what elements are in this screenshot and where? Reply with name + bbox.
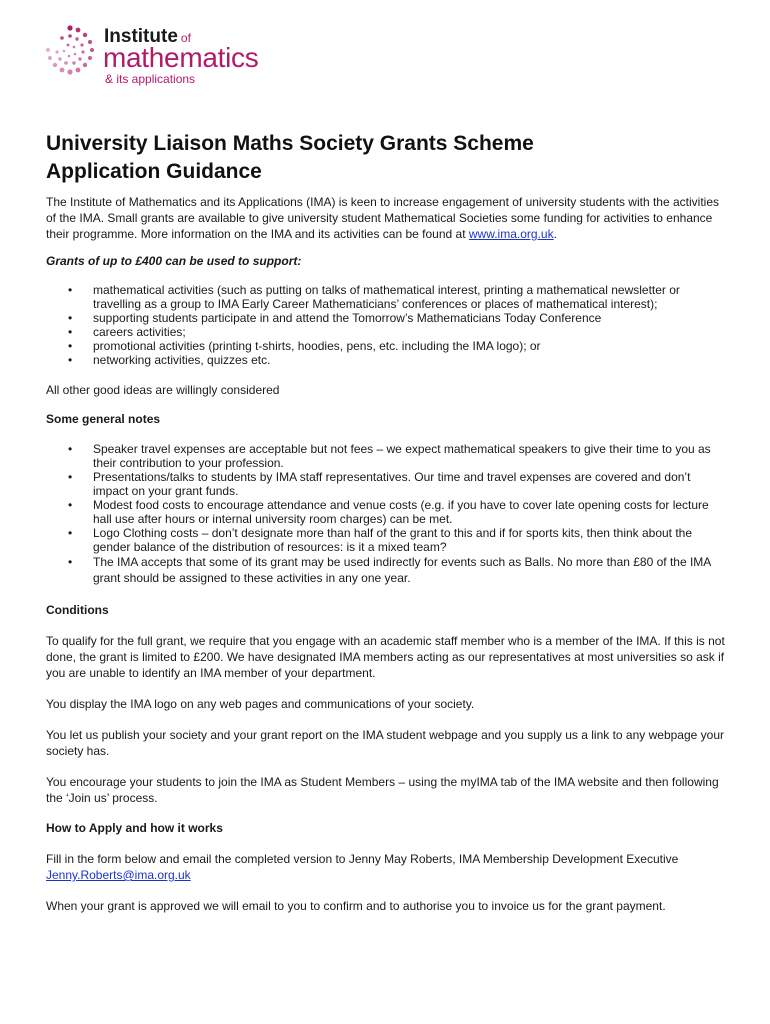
list-item: • Speaker travel expenses are acceptable but not fees – we expect mathematical speakers to give their time to you as their contribution to your profession. xyxy=(68,442,711,470)
ima-website-link[interactable]: www.ima.org.uk xyxy=(468,227,554,241)
list-item: • promotional activities (printing t-shirts, hoodies, pens, etc. including the IMA logo); or xyxy=(68,339,541,353)
other-ideas-text: All other good ideas are willingly considered xyxy=(46,383,280,397)
list-item: • networking activities, quizzes etc. xyxy=(68,353,271,367)
list-item: • Presentations/talks to students by IMA staff representatives. Our time and travel expenses are covered and don’t impact on your grant funds. xyxy=(68,470,691,498)
ima-logo xyxy=(44,24,294,90)
ima-swirl-logo-icon xyxy=(44,24,96,76)
list-item: • Modest food costs to encourage attendance and venue costs (e.g. if you have to cover late opening costs for lecture hall use after hours or internal university room charges) can be met. xyxy=(68,498,709,526)
approval-paragraph: When your grant is approved we will email to you to confirm and to authorise you to invoice us for the grant payment. xyxy=(46,899,666,913)
list-item: • mathematical activities (such as putting on talks of mathematical interest, printing a mathematical newsletter or travelling as a group to IMA Early Career Mathematicians’ conferences or places of mathematical interest); xyxy=(68,283,680,311)
list-item: • The IMA accepts that some of its grant may be used indirectly for events such as Balls. No more than £80 of the IMA grant should be assigned to these activities in any one year. xyxy=(68,555,711,585)
support-list xyxy=(46,283,726,367)
list-item: • supporting students participate in and attend the Tomorrow’s Mathematicians Today Conference xyxy=(68,311,602,325)
notes-heading: Some general notes xyxy=(46,412,161,426)
logo-text-mathematics: mathematics xyxy=(103,42,259,73)
email-link[interactable]: Jenny.Roberts@ima.org.uk xyxy=(46,868,191,882)
apply-paragraph: Fill in the form below and email the completed version to Jenny May Roberts, IMA Membership Development Executive Jenny.Roberts@ima.org.uk xyxy=(46,852,679,882)
conditions-paragraph: You let us publish your society and your grant report on the IMA student webpage and you supply us a link to any webpage your society has. xyxy=(46,728,724,758)
grants-heading: Grants of up to £400 can be used to support: xyxy=(46,254,302,268)
notes-list xyxy=(46,442,726,586)
logo-text-institute: Institute of xyxy=(104,26,191,47)
conditions-paragraph: You display the IMA logo on any web pages and communications of your society. xyxy=(46,697,475,711)
conditions-paragraph: To qualify for the full grant, we require that you engage with an academic staff member who is a member of the IMA. If this is not done, the grant is limited to £200. We have designated IMA members acting as our representatives at most universities so ask if you are unable to identify an IMA member of your department. xyxy=(46,634,725,680)
list-item: • careers activities; xyxy=(68,325,186,339)
document-title: University Liaison Maths Society Grants Scheme Application Guidance xyxy=(46,132,534,183)
document-body xyxy=(46,130,726,929)
conditions-heading: Conditions xyxy=(46,603,109,617)
logo-text-applications: & its applications xyxy=(105,72,196,86)
list-item: • Logo Clothing costs – don’t designate more than half of the grant to this and if for sports kits, then think about the gender balance of the distribution of resources: is it a mixed team? xyxy=(68,526,693,554)
intro-paragraph: The Institute of Mathematics and its Applications (IMA) is keen to increase engagement of university students with the activities of the IMA. Small grants are available to give university student Mathematical Societies some funding for activities to enhance their programme. More information on the IMA and its activities can be found at www.ima.org.uk. xyxy=(46,195,719,241)
conditions-paragraph: You encourage your students to join the IMA as Student Members – using the myIMA tab of the IMA website and then following the ‘Join us’ process. xyxy=(46,775,719,805)
apply-heading: How to Apply and how it works xyxy=(46,821,223,835)
